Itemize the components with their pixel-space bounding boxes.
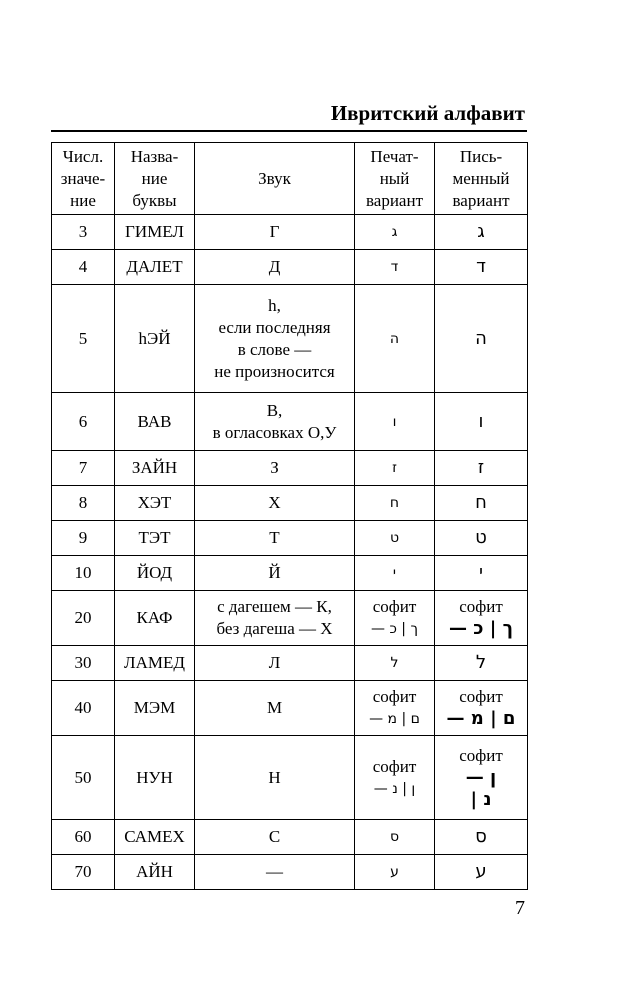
cell-print: ט xyxy=(355,521,435,556)
cell-sound xyxy=(195,681,355,736)
cell-sound xyxy=(195,736,355,820)
cell-print xyxy=(355,736,435,820)
header-print xyxy=(355,143,435,215)
table-row xyxy=(52,486,528,521)
cell-name: ДАЛЕТ xyxy=(115,250,195,285)
cell-num: 60 xyxy=(52,820,115,855)
cell-name: ЙОД xyxy=(115,556,195,591)
table-row xyxy=(52,736,528,820)
header-name-line: буквы xyxy=(132,190,177,210)
sound-line: Т xyxy=(269,528,280,547)
header-num-line: Числ. xyxy=(62,146,104,166)
cell-num: 70 xyxy=(52,855,115,890)
cell-script: ז xyxy=(435,451,528,486)
cell-print: ג xyxy=(355,215,435,250)
cell-script: ט xyxy=(435,521,528,556)
cell-print: ז xyxy=(355,451,435,486)
cell-script: ס xyxy=(435,820,528,855)
cell-name: МЭМ xyxy=(115,681,195,736)
cell-name: ТЭТ xyxy=(115,521,195,556)
header-print-line: ный xyxy=(379,168,410,188)
cell-print: ו xyxy=(355,393,435,451)
sound-line: Д xyxy=(268,257,281,276)
sound-line: в огласовках О,У xyxy=(212,422,337,442)
sofit-label: софит xyxy=(459,597,503,616)
cell-num: 10 xyxy=(52,556,115,591)
cell-print xyxy=(355,681,435,736)
alphabet-table xyxy=(51,142,528,890)
sound-line: если последняя xyxy=(218,317,331,337)
sound-line: h, xyxy=(268,295,281,315)
cell-sound xyxy=(195,393,355,451)
page-number: 7 xyxy=(515,897,525,919)
cell-name: ЛАМЕД xyxy=(115,646,195,681)
header-name-line: ние xyxy=(141,168,168,188)
cell-sound xyxy=(195,591,355,646)
table-row xyxy=(52,855,528,890)
cell-script xyxy=(435,591,528,646)
cell-name: КАФ xyxy=(115,591,195,646)
cell-script: י xyxy=(435,556,528,591)
sound-line: с дагешем — К, xyxy=(217,597,332,616)
cell-num: 20 xyxy=(52,591,115,646)
cell-sound xyxy=(195,556,355,591)
header-script-line: менный xyxy=(452,168,510,188)
sound-line: В, xyxy=(266,400,283,420)
cell-name: hЭЙ xyxy=(115,285,195,393)
sound-line: М xyxy=(266,698,283,717)
cell-name: ВАВ xyxy=(115,393,195,451)
sound-line: С xyxy=(268,827,281,846)
table-row xyxy=(52,285,528,393)
cell-name: САМЕХ xyxy=(115,820,195,855)
cell-name: ЗАЙН xyxy=(115,451,195,486)
cell-name: ГИМЕЛ xyxy=(115,215,195,250)
cell-name: АЙН xyxy=(115,855,195,890)
cell-sound xyxy=(195,646,355,681)
table-row xyxy=(52,250,528,285)
header-num xyxy=(52,143,115,215)
header-row xyxy=(52,143,528,215)
cell-sound xyxy=(195,451,355,486)
sofit-chars: — ן | נ xyxy=(373,780,416,797)
cell-num: 30 xyxy=(52,646,115,681)
cell-sound xyxy=(195,855,355,890)
cell-sound xyxy=(195,250,355,285)
header-num-line: значе- xyxy=(60,168,106,188)
cell-print: ע xyxy=(355,855,435,890)
cell-print: ל xyxy=(355,646,435,681)
header-print-line: вариант xyxy=(365,190,424,210)
cell-print xyxy=(355,591,435,646)
cell-script: ה xyxy=(435,285,528,393)
table-row xyxy=(52,591,528,646)
cell-sound xyxy=(195,215,355,250)
sound-line: не произносится xyxy=(214,361,335,381)
cell-num: 6 xyxy=(52,393,115,451)
table-row xyxy=(52,556,528,591)
sofit-chars: | נ xyxy=(470,788,492,810)
header-num-line: ние xyxy=(70,190,96,210)
cell-sound xyxy=(195,486,355,521)
header-name xyxy=(115,143,195,215)
sound-line: в слове — xyxy=(237,339,312,359)
table-row xyxy=(52,681,528,736)
sound-line: Х xyxy=(268,493,281,512)
cell-num: 3 xyxy=(52,215,115,250)
sound-line: З xyxy=(270,458,279,477)
cell-script xyxy=(435,681,528,736)
sofit-label: софит xyxy=(372,687,417,706)
header-script xyxy=(435,143,528,215)
sofit-label: софит xyxy=(459,687,503,706)
cell-num: 8 xyxy=(52,486,115,521)
header-name-line: Назва- xyxy=(130,146,179,166)
sofit-chars: — ך | כ xyxy=(371,621,418,637)
sofit-chars: — ם | מ xyxy=(369,711,420,727)
cell-sound xyxy=(195,521,355,556)
sofit-label: софит xyxy=(372,597,417,616)
cell-name: ХЭТ xyxy=(115,486,195,521)
cell-print: י xyxy=(355,556,435,591)
cell-num: 5 xyxy=(52,285,115,393)
table-row xyxy=(52,646,528,681)
cell-script xyxy=(435,736,528,820)
sound-line: Н xyxy=(268,767,281,787)
sound-line: Й xyxy=(268,563,281,582)
cell-sound xyxy=(195,820,355,855)
page-title: Ивритский алфавит xyxy=(330,101,525,125)
title-rule xyxy=(51,130,527,132)
sound-line: Л xyxy=(268,653,281,672)
cell-name: НУН xyxy=(115,736,195,820)
table-row xyxy=(52,820,528,855)
cell-script: ו xyxy=(435,393,528,451)
table-row xyxy=(52,393,528,451)
cell-num: 50 xyxy=(52,736,115,820)
cell-num: 40 xyxy=(52,681,115,736)
cell-print: ד xyxy=(355,250,435,285)
cell-sound xyxy=(195,285,355,393)
sofit-label: софит xyxy=(372,756,417,776)
cell-num: 4 xyxy=(52,250,115,285)
cell-num: 7 xyxy=(52,451,115,486)
table-row xyxy=(52,215,528,250)
cell-print: ח xyxy=(355,486,435,521)
cell-script: ע xyxy=(435,855,528,890)
sofit-chars: — ם | מ xyxy=(446,708,516,729)
header-print-line: Печат- xyxy=(370,146,419,166)
cell-print: ה xyxy=(355,285,435,393)
header-sound xyxy=(195,143,355,215)
table-row xyxy=(52,521,528,556)
sofit-chars: — ן xyxy=(465,766,497,788)
cell-script: ח xyxy=(435,486,528,521)
cell-script: ל xyxy=(435,646,528,681)
table-row xyxy=(52,451,528,486)
header-sound-line: Звук xyxy=(258,168,291,188)
cell-print: ס xyxy=(355,820,435,855)
sound-line: — xyxy=(266,862,283,881)
sofit-label: софит xyxy=(459,745,503,765)
sound-line: без дагеша — Х xyxy=(216,619,333,638)
cell-script: ג xyxy=(435,215,528,250)
cell-num: 9 xyxy=(52,521,115,556)
header-script-line: Пись- xyxy=(459,146,503,166)
cell-script: ד xyxy=(435,250,528,285)
sound-line: Г xyxy=(269,222,280,241)
header-script-line: вариант xyxy=(452,190,510,210)
sofit-chars: — ך | כ xyxy=(449,618,513,639)
